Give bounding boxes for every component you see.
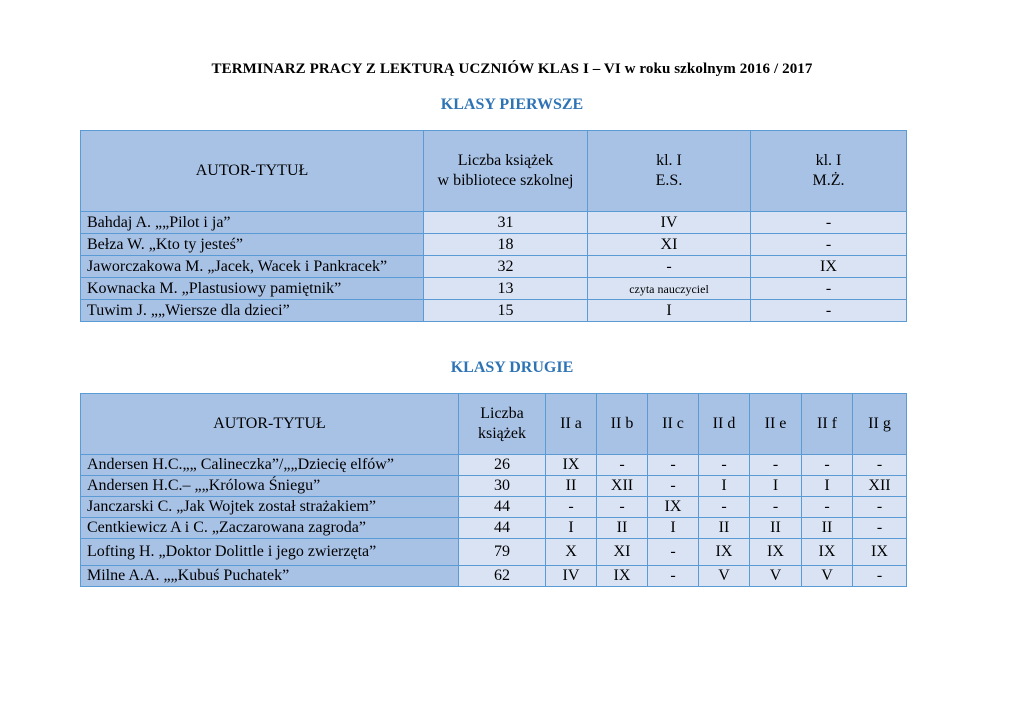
header-class-iic: II c bbox=[648, 394, 699, 455]
book-author-title: Lofting H. „Doktor Dolittle i jego zwierzęta” bbox=[81, 539, 459, 566]
table-row bbox=[81, 566, 907, 587]
table-row bbox=[81, 234, 907, 256]
header-class-iif: II f bbox=[802, 394, 853, 455]
class-month-cell: - bbox=[853, 497, 907, 518]
class-month-cell: II bbox=[750, 518, 802, 539]
table-row bbox=[81, 212, 907, 234]
book-author-title: Centkiewicz A i C. „Zaczarowana zagroda” bbox=[81, 518, 459, 539]
document-title: TERMINARZ PRACY Z LEKTURĄ UCZNIÓW KLAS I – VI w roku szkolnym 2016 / 2017 bbox=[211, 61, 813, 77]
table-row bbox=[81, 497, 907, 518]
class-month-cell: - bbox=[546, 497, 597, 518]
class-ia-month: I bbox=[588, 300, 751, 322]
class-month-cell: IX bbox=[597, 566, 648, 587]
class-ib-month: - bbox=[751, 212, 907, 234]
class-month-cell: - bbox=[802, 455, 853, 476]
book-author-title: Milne A.A. „„Kubuś Puchatek” bbox=[81, 566, 459, 587]
book-count: 44 bbox=[459, 518, 546, 539]
book-count: 15 bbox=[424, 300, 588, 322]
table-header-row bbox=[81, 131, 907, 212]
class-month-cell: IX bbox=[699, 539, 750, 566]
class-month-cell: - bbox=[750, 455, 802, 476]
class-month-cell: - bbox=[802, 497, 853, 518]
header-book-count: Liczba książek w bibliotece szkolnej bbox=[424, 131, 588, 212]
class-ib-month: - bbox=[751, 234, 907, 256]
book-author-title: Kownacka M. „Plastusiowy pamiętnik” bbox=[81, 278, 424, 300]
table-row bbox=[81, 455, 907, 476]
header-class-ia: kl. I E.S. bbox=[588, 131, 751, 212]
section-heading-first-grade: KLASY PIERWSZE bbox=[440, 96, 584, 113]
class-month-cell: XII bbox=[597, 476, 648, 497]
class-month-cell: I bbox=[546, 518, 597, 539]
book-author-title: Bahdaj A. „„Pilot i ja” bbox=[81, 212, 424, 234]
class-month-cell: - bbox=[699, 497, 750, 518]
book-author-title: Andersen H.C.„„ Calineczka”/„„Dziecię elfów” bbox=[81, 455, 459, 476]
book-count: 13 bbox=[424, 278, 588, 300]
header-author-title: AUTOR-TYTUŁ bbox=[81, 131, 424, 212]
class-month-cell: - bbox=[853, 518, 907, 539]
class-month-cell: I bbox=[699, 476, 750, 497]
class-month-cell: XI bbox=[597, 539, 648, 566]
class-month-cell: I bbox=[750, 476, 802, 497]
header-class-ib: kl. I M.Ż. bbox=[751, 131, 907, 212]
class-month-cell: V bbox=[699, 566, 750, 587]
class-month-cell: V bbox=[750, 566, 802, 587]
table-row bbox=[81, 476, 907, 497]
class-month-cell: II bbox=[546, 476, 597, 497]
class-ib-month: - bbox=[751, 300, 907, 322]
class-month-cell: XII bbox=[853, 476, 907, 497]
header-class-iid: II d bbox=[699, 394, 750, 455]
header-class-iig: II g bbox=[853, 394, 907, 455]
class-month-cell: - bbox=[648, 476, 699, 497]
class-ia-month: IV bbox=[588, 212, 751, 234]
book-count: 26 bbox=[459, 455, 546, 476]
table-row bbox=[81, 300, 907, 322]
class-month-cell: - bbox=[648, 539, 699, 566]
class-month-cell: - bbox=[699, 455, 750, 476]
class-month-cell: - bbox=[648, 455, 699, 476]
book-author-title: Andersen H.C.– „„Królowa Śniegu” bbox=[81, 476, 459, 497]
book-count: 18 bbox=[424, 234, 588, 256]
class-month-cell: X bbox=[546, 539, 597, 566]
class-month-cell: - bbox=[648, 566, 699, 587]
class-month-cell: V bbox=[802, 566, 853, 587]
class-month-cell: - bbox=[597, 455, 648, 476]
header-class-iia: II a bbox=[546, 394, 597, 455]
class-month-cell: I bbox=[648, 518, 699, 539]
class-month-cell: IX bbox=[750, 539, 802, 566]
section-heading-second-grade: KLASY DRUGIE bbox=[450, 359, 574, 376]
book-author-title: Janczarski C. „Jak Wojtek został strażakiem” bbox=[81, 497, 459, 518]
class-month-cell: - bbox=[853, 455, 907, 476]
class-month-cell: IX bbox=[853, 539, 907, 566]
first-grade-table bbox=[80, 130, 907, 322]
class-month-cell: I bbox=[802, 476, 853, 497]
book-count: 79 bbox=[459, 539, 546, 566]
class-month-cell: IX bbox=[546, 455, 597, 476]
book-count: 31 bbox=[424, 212, 588, 234]
class-month-cell: II bbox=[597, 518, 648, 539]
class-month-cell: IX bbox=[802, 539, 853, 566]
book-author-title: Bełza W. „Kto ty jesteś” bbox=[81, 234, 424, 256]
class-ia-month: czyta nauczyciel bbox=[588, 278, 751, 300]
header-class-iib: II b bbox=[597, 394, 648, 455]
book-count: 32 bbox=[424, 256, 588, 278]
book-count: 30 bbox=[459, 476, 546, 497]
book-count: 44 bbox=[459, 497, 546, 518]
class-month-cell: II bbox=[802, 518, 853, 539]
second-grade-table bbox=[80, 393, 907, 587]
table-row bbox=[81, 256, 907, 278]
class-ia-month: XI bbox=[588, 234, 751, 256]
header-author-title: AUTOR-TYTUŁ bbox=[81, 394, 459, 455]
header-class-iie: II e bbox=[750, 394, 802, 455]
book-author-title: Tuwim J. „„Wiersze dla dzieci” bbox=[81, 300, 424, 322]
class-ia-month: - bbox=[588, 256, 751, 278]
book-author-title: Jaworczakowa M. „Jacek, Wacek i Pankracek” bbox=[81, 256, 424, 278]
class-month-cell: - bbox=[597, 497, 648, 518]
class-month-cell: - bbox=[853, 566, 907, 587]
table-row bbox=[81, 539, 907, 566]
class-month-cell: IX bbox=[648, 497, 699, 518]
class-ib-month: - bbox=[751, 278, 907, 300]
table-row bbox=[81, 518, 907, 539]
class-month-cell: IV bbox=[546, 566, 597, 587]
class-month-cell: II bbox=[699, 518, 750, 539]
table-row bbox=[81, 278, 907, 300]
header-book-count: Liczba książek bbox=[459, 394, 546, 455]
book-count: 62 bbox=[459, 566, 546, 587]
class-ib-month: IX bbox=[751, 256, 907, 278]
table-header-row bbox=[81, 394, 907, 455]
class-month-cell: - bbox=[750, 497, 802, 518]
